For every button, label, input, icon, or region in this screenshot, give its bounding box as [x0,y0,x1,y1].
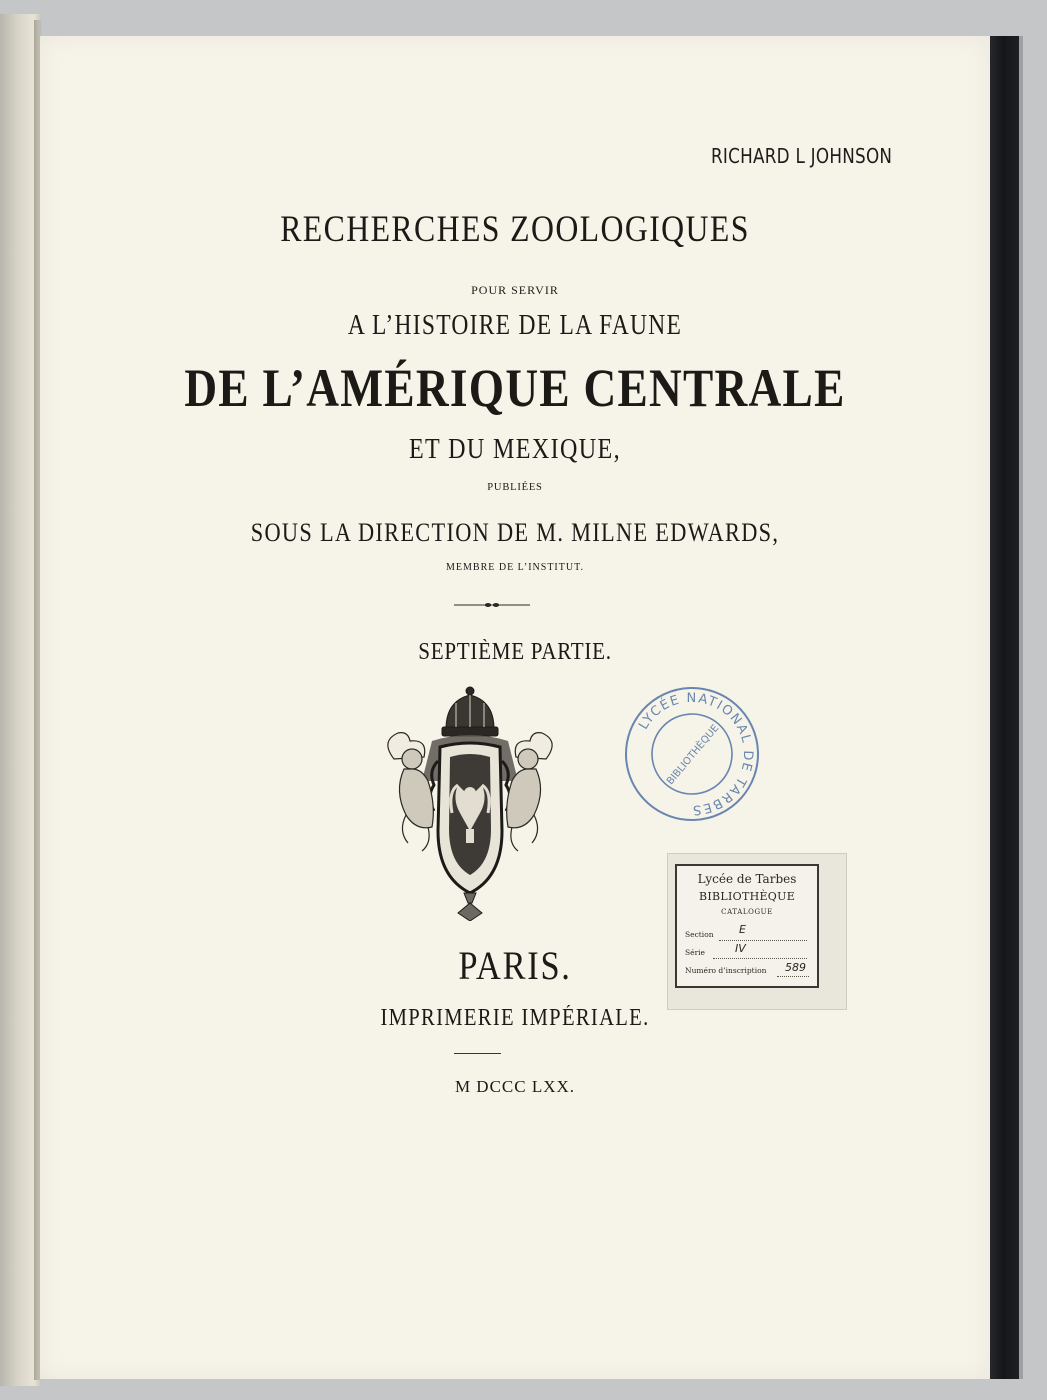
label-serie-value: IV [735,942,746,955]
label-subtitle: BIBLIOTHÈQUE [698,890,796,903]
label-serie-label: Série [685,948,705,957]
label-inscription-label: Numéro d’inscription [685,966,767,975]
part-heading: SEPTIÈME PARTIE. [418,639,612,665]
spine-edge [1019,36,1023,1379]
title-line-4: DE L’AMÉRIQUE CENTRALE [184,358,846,418]
owner-stamp: RICHARD L JOHNSON [711,144,893,168]
imperial-crest-icon [372,681,568,921]
title-line-7: SOUS LA DIRECTION DE M. MILNE EDWARDS, [250,518,780,547]
title-line-8: MEMBRE DE L’INSTITUT. [446,562,584,573]
stamp-outer-text: LYCÉE NATIONAL DE TARBES [636,690,756,818]
title-line-2: POUR SERVIR [471,283,559,297]
label-serie-line [713,958,807,959]
label-title: Lycée de Tarbes [697,872,797,886]
label-section-label: Section [685,930,714,939]
catalogue-label-frame [675,864,819,988]
year-line: M DCCC LXX. [454,1077,576,1096]
book-spine [990,36,1019,1379]
stamp-inner-text: BIBLIOTHÈQUE [664,722,722,788]
title-line-1: RECHERCHES ZOOLOGIQUES [280,209,750,250]
ornament-divider [454,600,530,610]
label-inscription-line [777,976,809,977]
title-line-6: PUBLIÉES [487,482,543,493]
title-line-5: ET DU MEXIQUE, [408,434,622,465]
title-line-3: A L’HISTOIRE DE LA FAUNE [347,310,683,341]
short-rule [454,1053,501,1054]
label-section-value: E [739,923,746,936]
catalogue-label [667,853,847,1010]
city-line: PARIS. [458,943,572,988]
printer-line: IMPRIMERIE IMPÉRIALE. [380,1005,650,1031]
library-stamp [622,684,762,824]
label-section-line [719,940,807,941]
label-inscription-value: 589 [785,961,806,974]
label-heading: CATALOGUE [721,908,773,916]
title-page [40,36,990,1379]
